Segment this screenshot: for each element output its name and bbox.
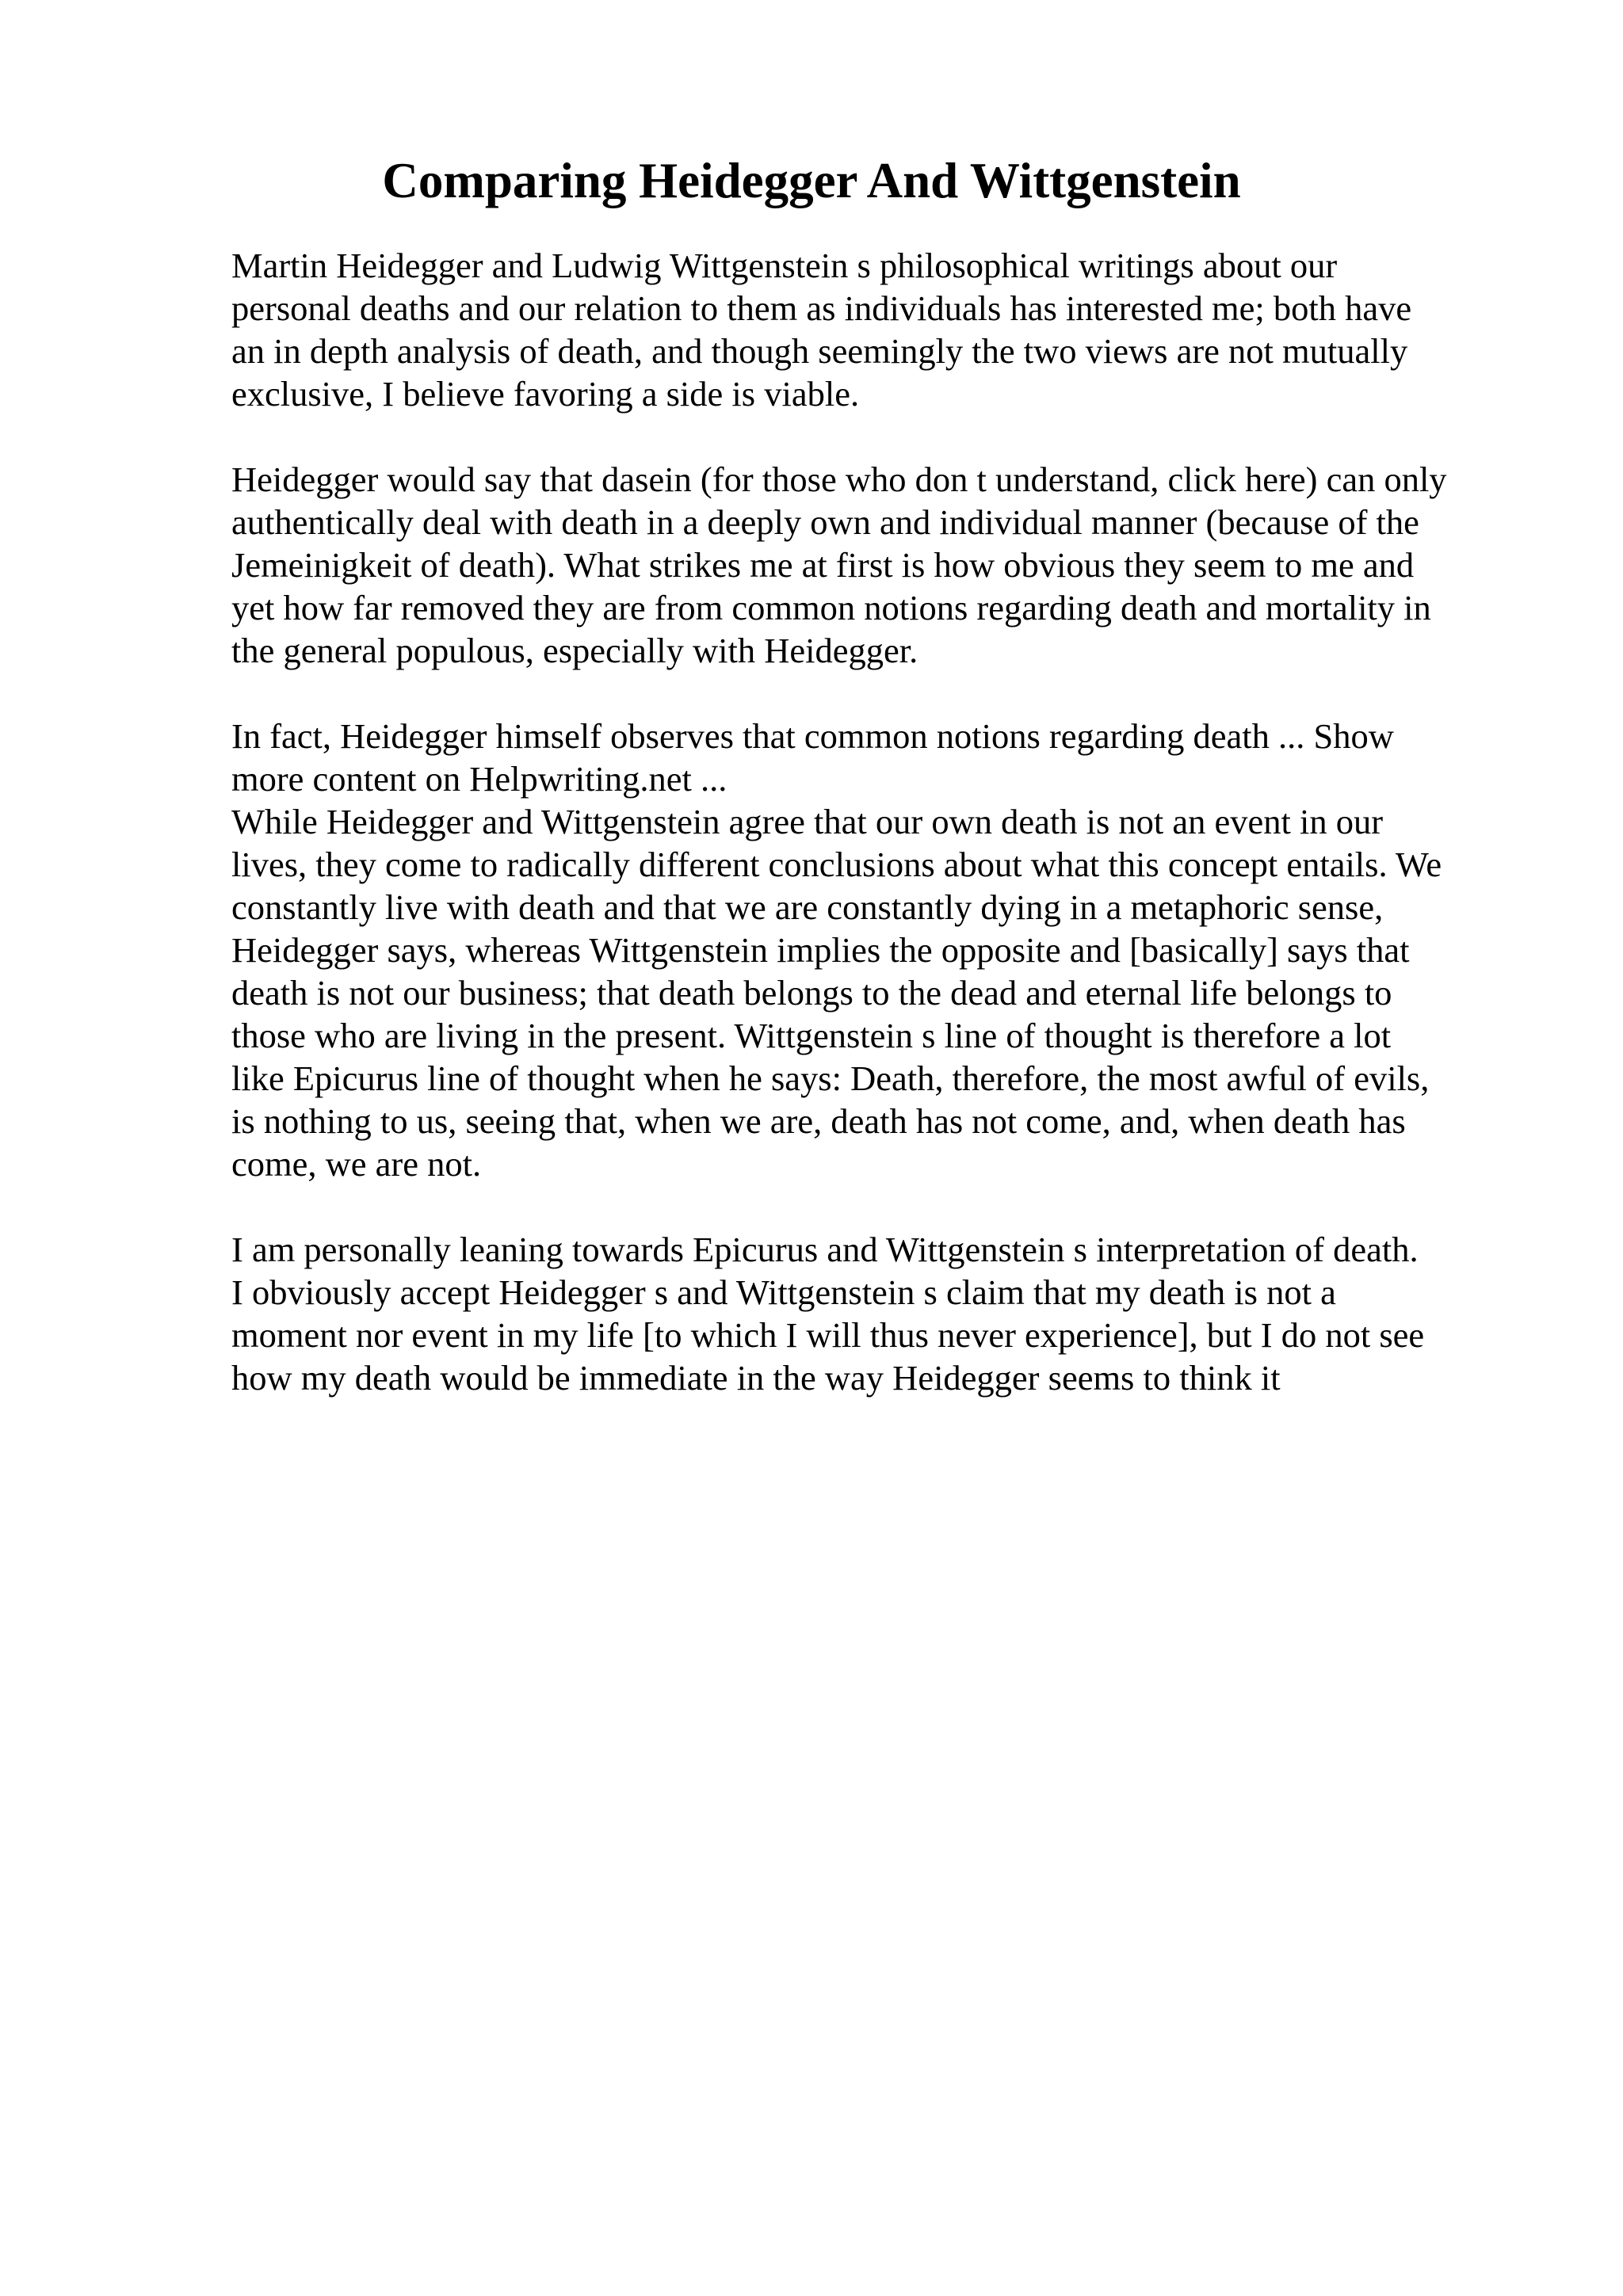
text-line: exclusive, I believe favoring a side is viable. — [231, 374, 860, 414]
paragraph-1 — [231, 244, 1531, 415]
text-line: yet how far removed they are from common notions regarding death and mortality in — [231, 588, 1431, 627]
text-line: death is not our business; that death belongs to the dead and eternal life belongs to — [231, 973, 1392, 1013]
text-line: Heidegger says, whereas Wittgenstein implies the opposite and [basically] says that — [231, 930, 1410, 970]
text-line: like Epicurus line of thought when he says: Death, therefore, the most awful of evils, — [231, 1058, 1430, 1098]
text-line: While Heidegger and Wittgenstein agree that our own death is not an event in our — [231, 802, 1384, 841]
paragraph-gap — [231, 672, 1531, 715]
paragraph-gap — [231, 415, 1531, 458]
text-line: moment nor event in my life [to which I will thus never experience], but I do not see — [231, 1315, 1425, 1355]
text-line: is nothing to us, seeing that, when we are, death has not come, and, when death has — [231, 1101, 1406, 1141]
text-line: the general populous, especially with Heidegger. — [231, 631, 918, 670]
paragraph-gap — [231, 1185, 1531, 1228]
text-line: I obviously accept Heidegger s and Wittgenstein s claim that my death is not a — [231, 1272, 1336, 1312]
text-line: I am personally leaning towards Epicurus and Wittgenstein s interpretation of death. — [231, 1230, 1419, 1269]
text-line: Heidegger would say that dasein (for those who don t understand, click here) can only — [231, 460, 1447, 499]
text-line: lives, they come to radically different conclusions about what this concept entails. We — [231, 845, 1442, 884]
text-line: In fact, Heidegger himself observes that common notions regarding death ... Show — [231, 716, 1394, 756]
paragraph-2 — [231, 458, 1531, 672]
text-line: those who are living in the present. Wittgenstein s line of thought is therefore a lot — [231, 1016, 1392, 1055]
text-line: constantly live with death and that we are constantly dying in a metaphoric sense, — [231, 887, 1384, 927]
text-line: more content on Helpwriting.net ... — [231, 759, 727, 799]
document-title: Comparing Heidegger And Wittgenstein — [382, 153, 1241, 208]
text-line: personal deaths and our relation to them as individuals has interested me; both have — [231, 288, 1412, 328]
text-line: come, we are not. — [231, 1144, 482, 1184]
paragraph-3 — [231, 715, 1531, 1185]
text-line: Martin Heidegger and Ludwig Wittgenstein s philosophical writings about our — [231, 246, 1338, 285]
text-line: an in depth analysis of death, and though seemingly the two views are not mutually — [231, 331, 1408, 371]
document-body — [231, 244, 1531, 1399]
text-line: authentically deal with death in a deeply own and individual manner (because of the — [231, 502, 1419, 542]
paragraph-4 — [231, 1228, 1531, 1399]
text-line: Jemeinigkeit of death). What strikes me at first is how obvious they seem to me and — [231, 545, 1415, 585]
text-line: how my death would be immediate in the way Heidegger seems to think it — [231, 1358, 1281, 1398]
